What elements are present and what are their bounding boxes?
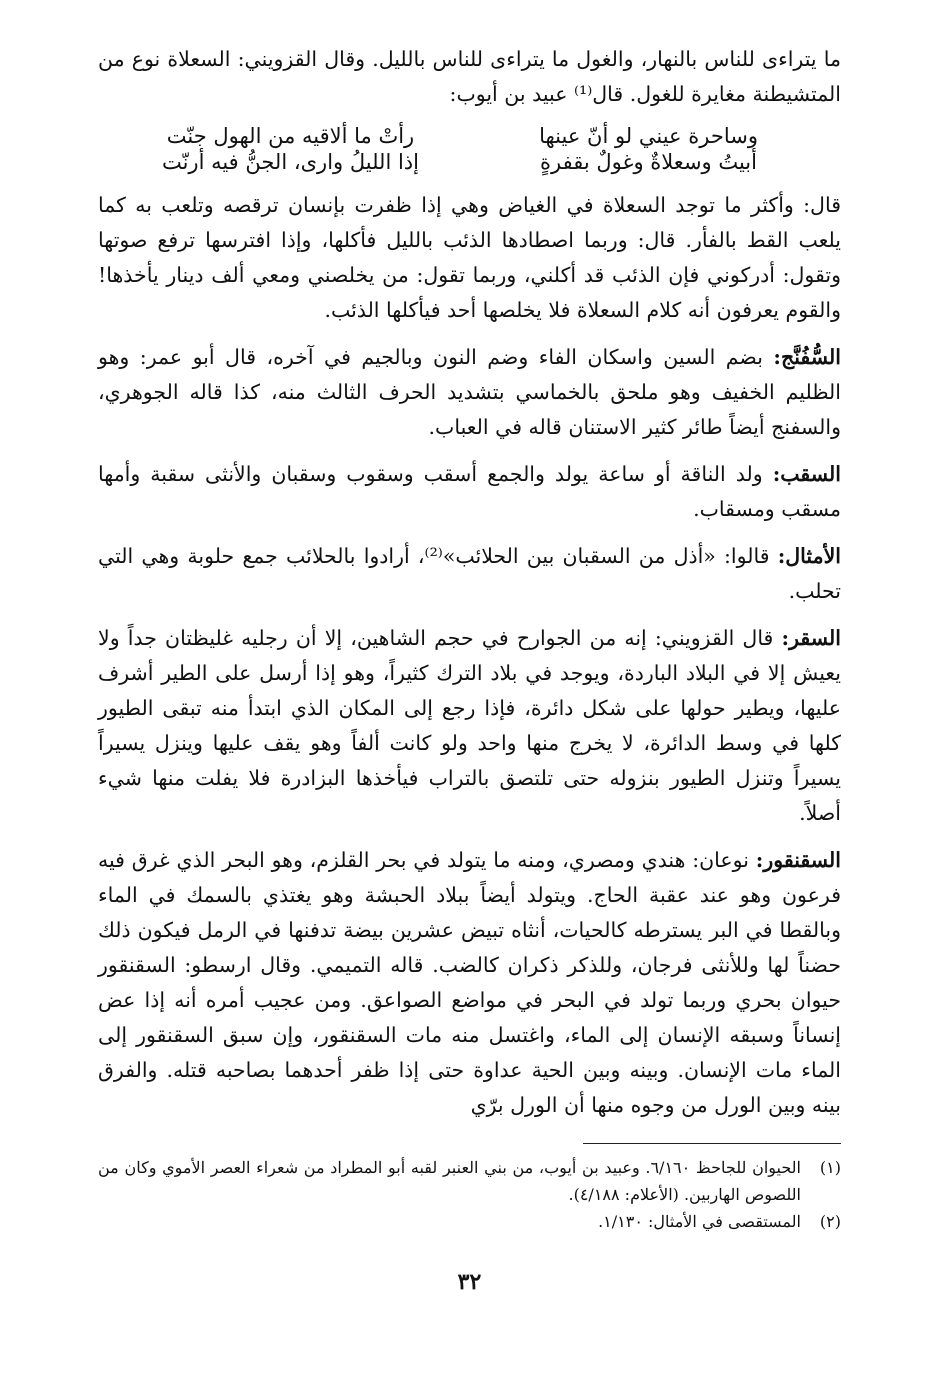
entry-text: قال القزويني: إنه من الجوارح في حجم الشاهين، إلا أن رجليه غليظتان جداً ولا يعيش إلا في البلاد الباردة، ويوجد في بلاد الترك كثيراً، وهو إذا أرسل على الطير أشرف عليها، ويطير حولها على شكل دائرة، فإذا رجع إلى المكان الذي ابتدأ منه تبقى الطيور كلها في وسط الدائرة، لا يخرج منها واحد ولو كانت ألفاً وهو يقف عليها وينزل يسيراً يسيراً وتنزل الطيور بنزوله حتى تلتصق بالتراب فيأخذها البزادرة فلا يفلت منها شيء أصلاً.: [98, 626, 841, 825]
verse-2-second-hemistich: إذا الليلُ وارى، الجنُّ فيه أرنّت: [161, 150, 419, 174]
entry-term: السُّفُنَّج:: [773, 345, 841, 369]
paragraph-saalah-intro: ما يتراءى للناس بالنهار، والغول ما يتراءى للناس بالليل. وقال القزويني: السعلاة نوع من المتشيطنة مغايرة للغول. قال⁽¹⁾ عبيد بن أيوب:: [98, 47, 841, 106]
verse-line-2: [138, 150, 801, 174]
verse-1-first-hemistich: وساحرة عيني لو أنّ عينها: [539, 124, 758, 148]
entry-term: الأمثال:: [777, 544, 841, 568]
page-number: ٣٢: [457, 1269, 482, 1295]
paragraph-saalah-habits: قال: وأكثر ما توجد السعلاة في الغياض وهي إذا ظفرت بإنسان ترقصه وتلعب به كما يلعب القط بالفأر. قال: وربما اصطادها الذئب بالليل فأكلها، وإذا افترسها ترفع صوتها وتقول: أدركوني فإن الذئب قد أكلني، وربما تقول: من يخلصني ومعي ألف دينار يأخذها! والقوم يعرفون أنه كلام السعلاة فلا يخلصها أحد فيأكلها الذئب.: [98, 193, 841, 322]
entry-proverbs: [98, 539, 841, 609]
entry-saqanqur: [98, 843, 841, 1123]
entry-term: السقب:: [772, 462, 841, 486]
footnote-number: (١): [819, 1158, 841, 1177]
entry-text: قالوا: «أذل من السقبان بين الحلائب»⁽²⁾، أرادوا بالحلائب جمع حلوبة وهي التي تحلب.: [98, 544, 841, 603]
entry-sufunnaj: [98, 340, 841, 445]
footnote-2: [98, 1208, 841, 1235]
footnote-divider: [583, 1143, 841, 1144]
entry-text: نوعان: هندي ومصري، ومنه ما يتولد في بحر القلزم، وهو البحر الذي غرق فيه فرعون وهو عند عقبة الحاج. ويتولد أيضاً ببلاد الحبشة وهو يغتذي بالسمك في الماء وبالقطا في البر يسترطه كالحيات، أنثاه تبيض عشرين بيضة تدفنها في الرمل فيكون ذلك حضناً لها وللأنثى فرجان، وللذكر ذكران كالضب. قاله التميمي. وقال ارسطو: السقنقور حيوان بحري وربما تولد في البحر في مواضع الصواعق. ومن عجيب أمره أنه إذا عض إنساناً وسبقه الإنسان إلى الماء، واغتسل منه مات السقنقور، وإن سبق السقنقور إلى الماء مات الإنسان. وبينه وبين الحية عداوة حتى إذا ظفر أحدهما بصاحبه قتله. والفرق بينه وبين الورل من وجوه منها أن الورل برّي: [98, 848, 841, 1117]
entry-text: ولد الناقة أو ساعة يولد والجمع أسقب وسقوب وسقبان والأنثى سقبة وأمها مسقب ومسقاب.: [98, 462, 841, 521]
entry-text: بضم السين واسكان الفاء وضم النون وبالجيم في آخره، قال أبو عمر: وهو الظليم الخفيف وهو ملحق بالخماسي بتشديد الحرف الثالث منه، كذا قاله الجوهري، والسفنج أيضاً طائر كثير الاستنان قاله في العباب.: [98, 345, 841, 439]
verse-line-1: [138, 124, 801, 148]
entry-saqb: [98, 457, 841, 527]
entry-saqr: [98, 621, 841, 831]
entry-term: السقر:: [781, 626, 841, 650]
verse-2-first-hemistich: أبيتُ وسعلاةٌ وغولٌ بقفرةٍ: [540, 150, 757, 174]
footnote-text: الحيوان للجاحظ ٦/١٦٠. وعبيد بن أيوب، من بني العنبر لقبه أبو المطراد من شعراء العصر الأموي وكان من اللصوص الهاربين. (الأعلام: ٤/١٨٨).: [98, 1158, 801, 1204]
verse-1-second-hemistich: رأتْ ما ألاقيه من الهول جنّت: [166, 124, 415, 148]
poem-verses: [138, 124, 801, 174]
footnote-text: المستقصى في الأمثال: ١/١٣٠.: [598, 1212, 801, 1231]
footnotes: [98, 1154, 841, 1235]
footnote-number: (٢): [819, 1212, 841, 1231]
entry-term: السقنقور:: [755, 848, 841, 872]
footnote-1: [98, 1154, 841, 1208]
